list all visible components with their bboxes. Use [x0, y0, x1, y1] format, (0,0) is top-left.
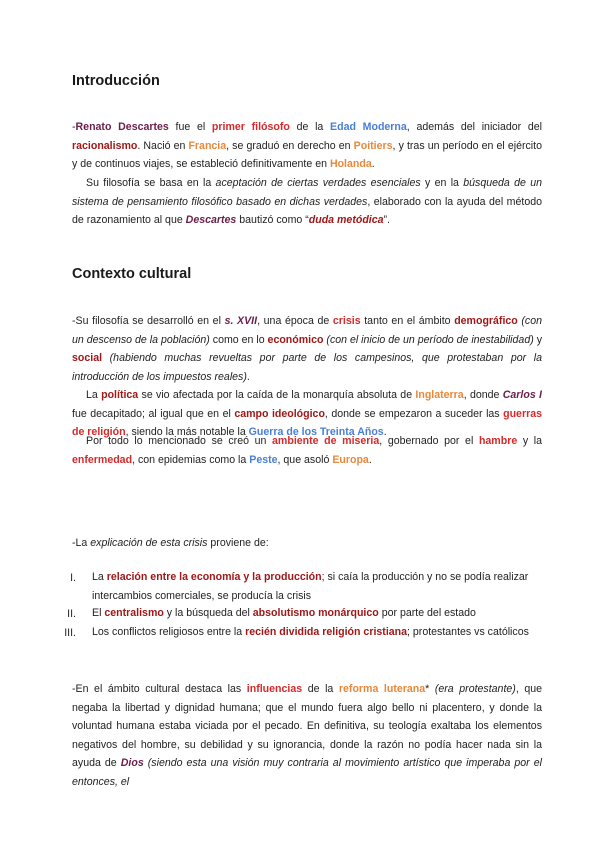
list-number: I. — [70, 572, 76, 584]
context-paragraph-2: La política se vio afectada por la caída de la monarquía absoluta de Inglaterra, donde Carlos I fue decapitado; al igual que en el campo ideológico, donde se empezaron a suceder las guerras de religión, siendo la más notable la Guerra de los Treinta Años. — [72, 389, 542, 439]
context-heading: Contexto cultural — [72, 266, 192, 282]
list-number: II. — [67, 608, 76, 620]
list-item: El centralismo y la búsqueda del absolutismo monárquico por parte del estado — [92, 607, 476, 619]
context-paragraph-5: -En el ámbito cultural destaca las influencias de la reforma luterana* (era protestante), que negaba la libertad y dignidad humana; que el mundo fuera algo bello ni placentero, y donde la voluntad humana estaba viciada por el pecado. En definitiva, su teología exaltaba los elementos negativos del hombre, su debilidad y su ignorancia, donde la razón no podía hacer nada sin la ayuda de Dios (siendo esta una visión muy contraria al movimiento artístico que imperaba por el entonces, el — [72, 683, 543, 788]
intro-paragraph-1: -Renato Descartes fue el primer filósofo de la Edad Moderna, además del iniciador del racionalismo. Nació en Francia, se graduó en derecho en Poitiers, y tras un período en el ejército y de continuos viajes, se estableció definitivamente en Holanda. — [72, 121, 543, 171]
context-paragraph-1: -Su filosofía se desarrolló en el s. XVII, una época de crisis tanto en el ámbito demográfico (con un descenso de la población) como en lo económico (con el inicio de un período de inestabilidad) y social (habiendo muchas revueltas por parte de los campesinos, que protestaban por la introducción de los impuestos reales). — [72, 315, 543, 383]
list-item: La relación entre la economía y la producción; si caía la producción y no se podía realizar intercambios comerciales, se producía la crisis — [92, 571, 529, 602]
intro-paragraph-2: Su filosofía se basa en la aceptación de ciertas verdades esenciales y en la búsqueda de un sistema de pensamiento filosófico basado en dichas verdades, elaborado con la ayuda del método de razonamiento al que Descartes bautizó como “duda metódica”. — [72, 177, 542, 227]
list-item: Los conflictos religiosos entre la recién dividida religión cristiana; protestantes vs católicos — [92, 626, 529, 638]
context-paragraph-3: Por todo lo mencionado se creó un ambiente de miseria, gobernado por el hambre y la enfermedad, con epidemias como la Peste, que asoló Europa. — [72, 435, 543, 466]
intro-heading: Introducción — [72, 73, 160, 89]
crisis-intro-line: -La explicación de esta crisis proviene de: — [72, 537, 269, 549]
list-number: III. — [64, 627, 76, 639]
